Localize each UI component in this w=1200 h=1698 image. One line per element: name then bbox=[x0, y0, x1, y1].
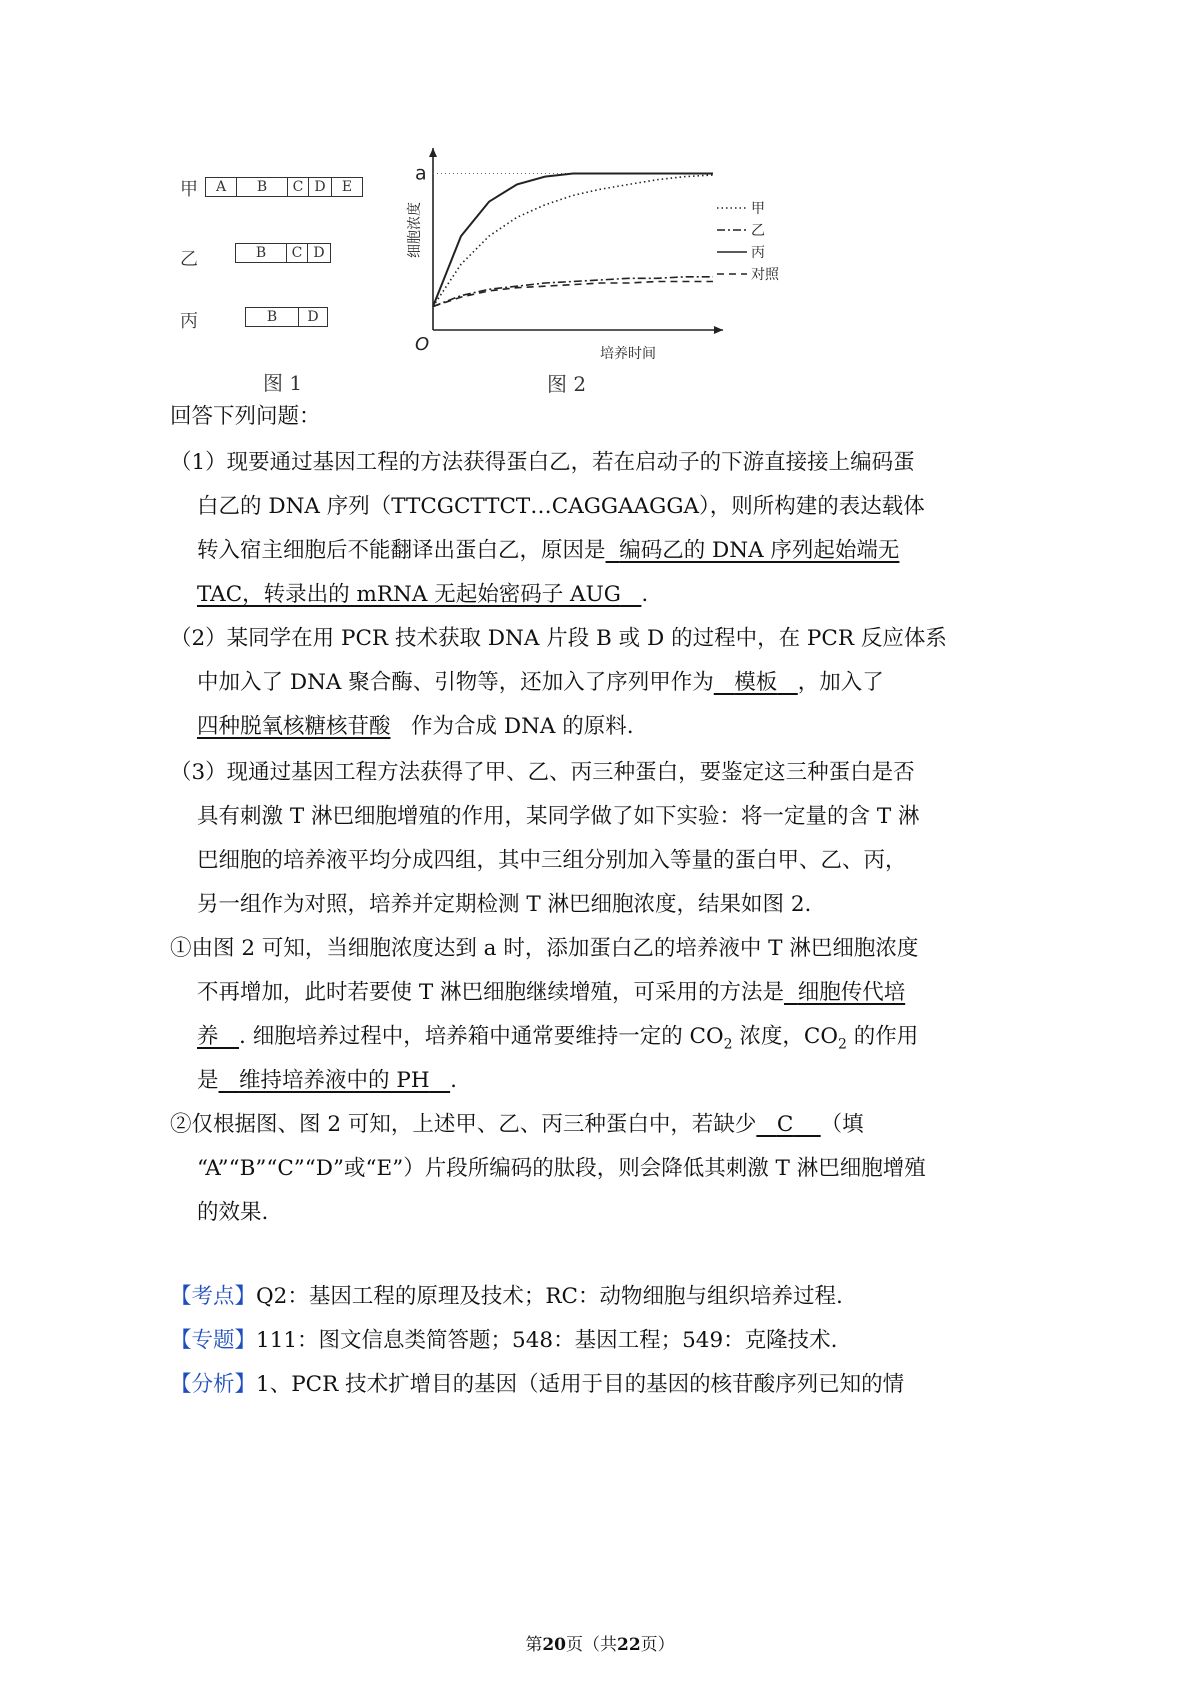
segment-b: B bbox=[237, 178, 288, 196]
segment-c: C bbox=[288, 178, 309, 196]
row-label-bing: 丙 bbox=[180, 311, 198, 332]
answer-1-text-1: 编码乙的 DNA 序列起始端无 bbox=[619, 538, 900, 563]
answer-3-part-2 bbox=[197, 1024, 239, 1049]
page-number: 20 bbox=[542, 1635, 566, 1655]
sub2-line-1-tail: （填 bbox=[820, 1112, 864, 1137]
q3-line-2: 具有刺激 T 淋巴细胞增殖的作用，某同学做了如下实验：将一定量的含 T 淋 bbox=[197, 804, 920, 829]
q2-line-1: （2）某同学在用 PCR 技术获取 DNA 片段 B 或 D 的过程中，在 PCR 反应体系 bbox=[170, 626, 947, 651]
answer-1-part-1 bbox=[606, 538, 900, 563]
figure-1-caption: 图 1 bbox=[263, 371, 303, 395]
sub1-line-4 bbox=[197, 1066, 457, 1096]
segment-b: B bbox=[236, 244, 287, 262]
x-axis-label: 培养时间 bbox=[600, 346, 656, 362]
answer-5-text: C bbox=[776, 1112, 794, 1137]
q1-line-1: （1）现要通过基因工程的方法获得蛋白乙，若在启动子的下游直接接上编码蛋 bbox=[170, 450, 915, 475]
origin-label: O bbox=[415, 334, 430, 355]
answer-2-template-text: 模板 bbox=[734, 670, 778, 695]
legend-label-4: 对照 bbox=[751, 267, 779, 283]
answer-2-material: 四种脱氧核糖核苷酸 bbox=[197, 714, 391, 739]
period: . bbox=[641, 582, 649, 607]
segment-a: A bbox=[206, 178, 237, 196]
sub1-line-3-text: . 细胞培养过程中，培养箱中通常要维持一定的 CO bbox=[239, 1024, 724, 1049]
sub1-line-1: ①由图 2 可知，当细胞浓度达到 a 时，添加蛋白乙的培养液中 T 淋巴细胞浓度 bbox=[170, 936, 919, 961]
answer-4 bbox=[219, 1068, 451, 1093]
y-axis-label: 细胞浓度 bbox=[407, 202, 423, 258]
intro-text: 回答下列问题： bbox=[170, 404, 321, 429]
footer-prefix: 第 bbox=[525, 1635, 543, 1655]
q1-line-3-text: 转入宿主细胞后不能翻译出蛋白乙，原因是 bbox=[197, 538, 606, 563]
sub1-line-2-text: 不再增加，此时若要使 T 淋巴细胞继续增殖，可采用的方法是 bbox=[197, 980, 785, 1005]
fenxi-text: 1、PCR 技术扩增目的基因（适用于目的基因的核苷酸序列已知的情 bbox=[256, 1372, 905, 1397]
q3-line-1: （3）现通过基因工程方法获得了甲、乙、丙三种蛋白，要鉴定这三种蛋白是否 bbox=[170, 760, 915, 785]
answer-4-text: 维持培养液中的 PH bbox=[239, 1068, 430, 1093]
sub1-line-4-text: 是 bbox=[197, 1068, 219, 1093]
answer-3-part-1 bbox=[784, 980, 905, 1005]
sub2-line-2: “A”“B”“C”“D”或“E”）片段所编码的肽段，则会降低其刺激 T 淋巴细胞增殖 bbox=[197, 1156, 926, 1181]
y-axis-arrow bbox=[429, 148, 437, 157]
footer-mid: 页（共 bbox=[566, 1635, 617, 1655]
q2-line-2-text: 中加入了 DNA 聚合酶、引物等，还加入了序列甲作为 bbox=[197, 670, 714, 695]
zhuanti-text: 111：图文信息类简答题；548：基因工程；549：克隆技术. bbox=[256, 1328, 838, 1353]
kaodian-tag: 【考点】 bbox=[170, 1284, 257, 1309]
legend-label-3: 丙 bbox=[751, 245, 765, 261]
total-pages: 22 bbox=[617, 1635, 641, 1655]
segment-e: E bbox=[341, 179, 353, 195]
figure-1 bbox=[180, 175, 420, 425]
q2-line-2-tail: ，加入了 bbox=[797, 670, 884, 695]
sequence-bing bbox=[245, 307, 328, 327]
answer-1-text-2: TAC，转录出的 mRNA 无起始密码子 AUG bbox=[197, 582, 621, 607]
q1-line-2: 白乙的 DNA 序列（TTCGCTTCT…CAGGAAGGA），则所构建的表达载体 bbox=[197, 494, 925, 519]
segment-d: D bbox=[309, 178, 332, 196]
segment-d: D bbox=[307, 309, 319, 325]
segment-c: C bbox=[287, 244, 308, 262]
footer-suffix: 页） bbox=[640, 1635, 675, 1655]
q1-line-4 bbox=[197, 580, 648, 610]
answer-1-part-2 bbox=[197, 582, 641, 607]
sub1-line-3-text-c: 的作用 bbox=[846, 1024, 919, 1049]
figure-2 bbox=[407, 140, 885, 440]
sub2-line-1 bbox=[170, 1110, 864, 1140]
growth-chart bbox=[407, 140, 885, 400]
q2-line-3-text: 作为合成 DNA 的原料. bbox=[411, 714, 634, 739]
y-mark-label: a bbox=[415, 162, 427, 185]
sequence-jia bbox=[205, 177, 363, 197]
legend-label-2: 乙 bbox=[751, 223, 765, 239]
subscript-2: 2 bbox=[723, 1036, 733, 1053]
legend-label-1: 甲 bbox=[751, 201, 765, 217]
q1-line-3 bbox=[197, 536, 899, 566]
answer-5 bbox=[756, 1112, 820, 1137]
sub2-line-3: 的效果. bbox=[197, 1200, 269, 1225]
q3-line-3: 巴细胞的培养液平均分成四组，其中三组分别加入等量的蛋白甲、乙、丙， bbox=[197, 848, 907, 873]
fenxi-line bbox=[170, 1370, 904, 1400]
series-line-3 bbox=[433, 174, 713, 307]
subscript-2: 2 bbox=[837, 1036, 847, 1053]
series-line-4 bbox=[433, 282, 713, 307]
period: . bbox=[450, 1068, 457, 1093]
sub1-line-3-text-b: 浓度，CO bbox=[732, 1024, 838, 1049]
zhuanti-line bbox=[170, 1326, 837, 1356]
answer-2-template bbox=[714, 670, 798, 695]
q2-line-2 bbox=[197, 668, 884, 698]
kaodian-line bbox=[170, 1282, 843, 1312]
sub1-line-2 bbox=[197, 978, 905, 1008]
segment-d: D bbox=[313, 245, 325, 261]
row-label-jia: 甲 bbox=[180, 179, 198, 200]
sub1-line-3 bbox=[197, 1022, 918, 1059]
page-footer bbox=[0, 1630, 1200, 1655]
answer-3-text-1: 细胞传代培 bbox=[797, 980, 906, 1005]
x-axis-arrow bbox=[714, 326, 723, 334]
answer-3-text-2: 养 bbox=[197, 1024, 219, 1049]
fenxi-tag: 【分析】 bbox=[170, 1372, 257, 1397]
q2-line-3-gap bbox=[391, 714, 412, 739]
kaodian-text: Q2：基因工程的原理及技术；RC：动物细胞与组织培养过程. bbox=[256, 1284, 843, 1309]
q2-line-3 bbox=[197, 712, 634, 742]
sub2-line-1-text: ②仅根据图、图 2 可知，上述甲、乙、丙三种蛋白中，若缺少 bbox=[170, 1112, 757, 1137]
q3-line-4: 另一组作为对照，培养并定期检测 T 淋巴细胞浓度，结果如图 2. bbox=[197, 892, 812, 917]
sequence-yi bbox=[235, 243, 331, 263]
row-label-yi: 乙 bbox=[180, 249, 198, 270]
series-line-1 bbox=[433, 175, 713, 307]
figure-2-caption: 图 2 bbox=[547, 372, 587, 396]
zhuanti-tag: 【专题】 bbox=[170, 1328, 257, 1353]
segment-b: B bbox=[246, 308, 299, 326]
